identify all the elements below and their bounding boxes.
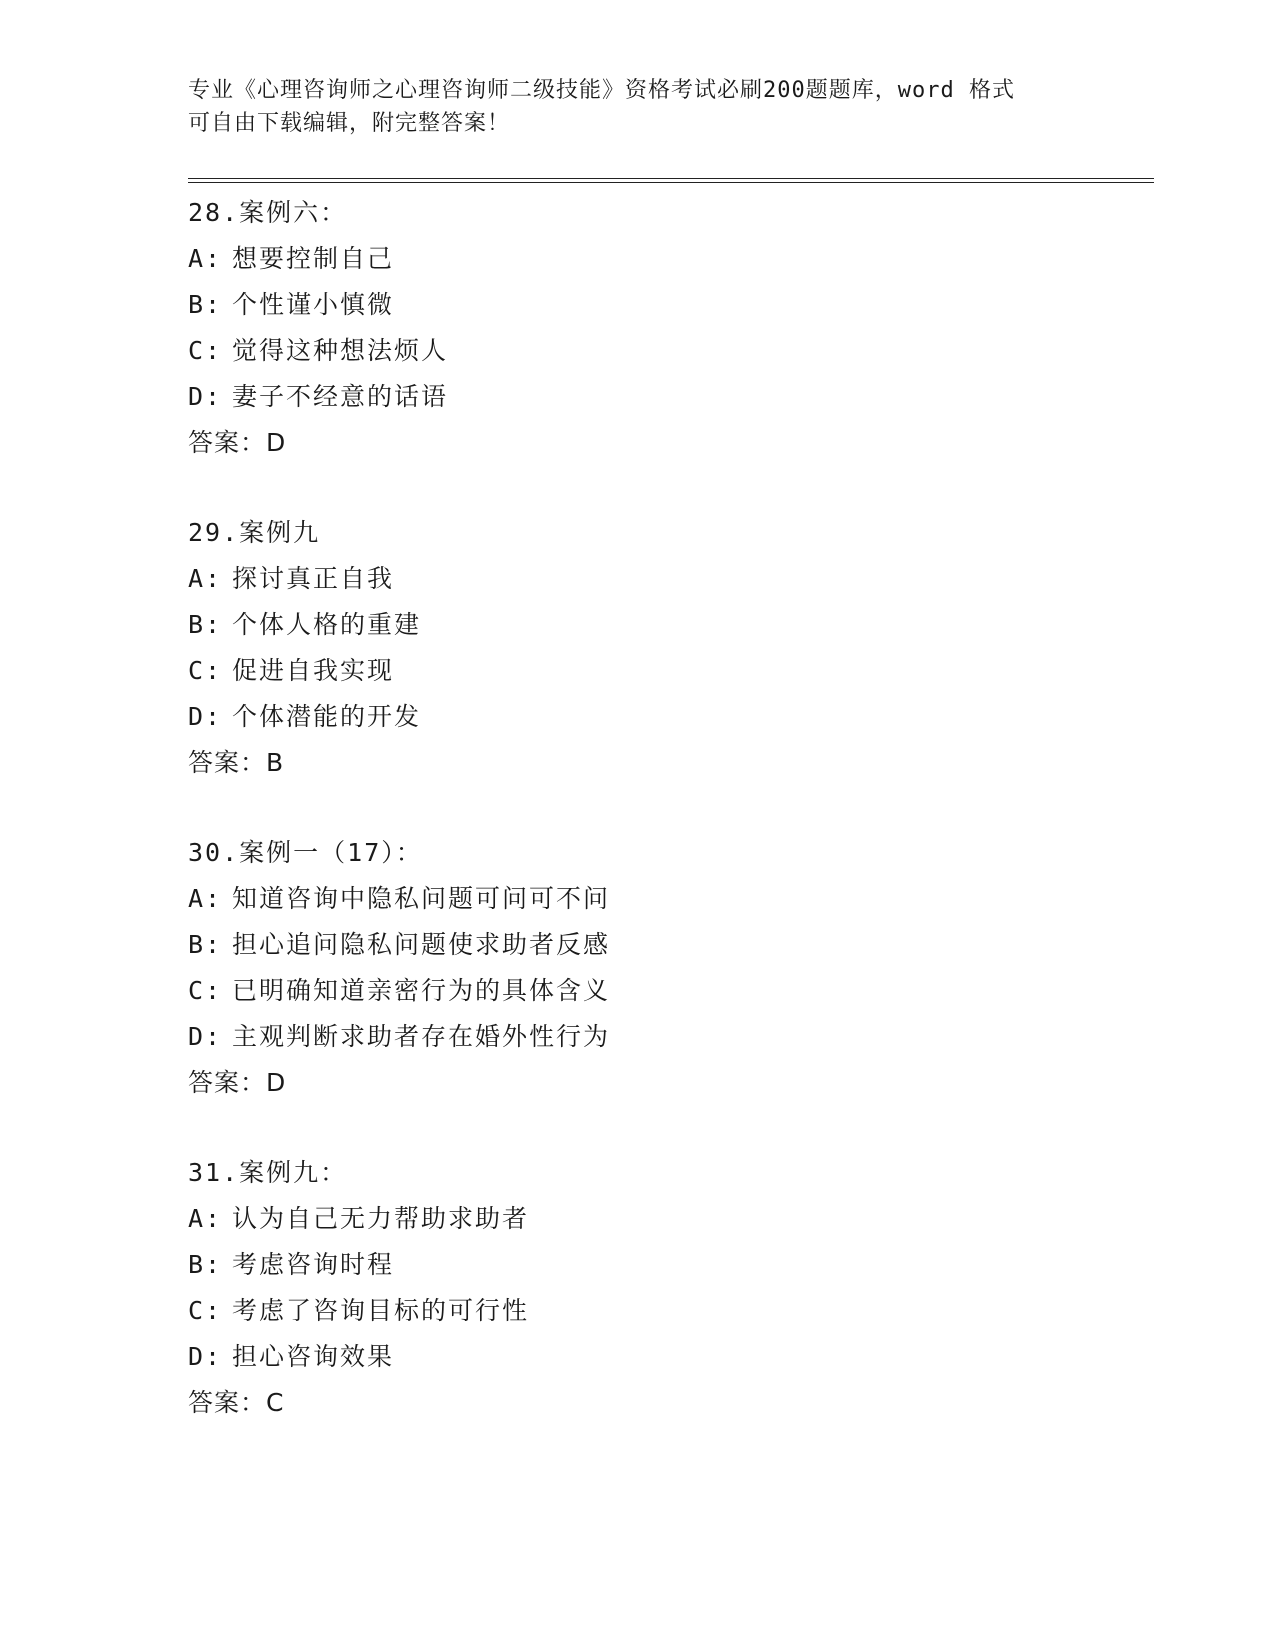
option-letter: D: (188, 702, 223, 731)
option-c (188, 648, 1154, 694)
option-d (188, 1014, 1154, 1060)
question-stem: 31.案例九： (188, 1158, 348, 1187)
option-letter: D: (188, 382, 223, 411)
question-stem: 29.案例九 (188, 518, 321, 547)
question-list (188, 190, 1154, 1470)
header-divider (188, 178, 1154, 183)
option-a (188, 236, 1154, 282)
question-29 (188, 510, 1154, 830)
option-b (188, 1242, 1154, 1288)
question-31 (188, 1150, 1154, 1470)
option-c (188, 968, 1154, 1014)
option-a (188, 556, 1154, 602)
option-letter: C: (188, 336, 223, 365)
option-letter: D: (188, 1342, 223, 1371)
option-letter: C: (188, 1296, 223, 1325)
option-letter: A: (188, 884, 223, 913)
question-stem: 30.案例一（17）： (188, 838, 423, 867)
document-header (188, 74, 1088, 140)
option-text: 考虑咨询时程 (232, 1250, 395, 1279)
option-text: 促进自我实现 (232, 656, 395, 685)
option-letter: B: (188, 930, 223, 959)
option-text: 想要控制自己 (232, 244, 395, 273)
question-30 (188, 830, 1154, 1150)
option-d (188, 374, 1154, 420)
option-c (188, 328, 1154, 374)
option-b (188, 282, 1154, 328)
option-b (188, 602, 1154, 648)
question-28 (188, 190, 1154, 510)
option-b (188, 922, 1154, 968)
answer-label: 答案：C (188, 1388, 285, 1417)
option-letter: D: (188, 1022, 223, 1051)
option-letter: B: (188, 290, 223, 319)
option-letter: C: (188, 656, 223, 685)
header-line-1: 专业《心理咨询师之心理咨询师二级技能》资格考试必刷200题题库，word 格式 (188, 78, 1015, 103)
option-text: 主观判断求助者存在婚外性行为 (232, 1022, 611, 1051)
option-text: 已明确知道亲密行为的具体含义 (232, 976, 611, 1005)
option-letter: C: (188, 976, 223, 1005)
option-text: 个性谨小慎微 (232, 290, 395, 319)
option-letter: B: (188, 610, 223, 639)
option-a (188, 876, 1154, 922)
option-text: 认为自己无力帮助求助者 (232, 1204, 530, 1233)
header-line-2: 可自由下载编辑，附完整答案！ (188, 111, 511, 136)
option-text: 担心咨询效果 (232, 1342, 395, 1371)
option-text: 个体人格的重建 (232, 610, 422, 639)
option-d (188, 1334, 1154, 1380)
option-text: 个体潜能的开发 (232, 702, 422, 731)
option-text: 知道咨询中隐私问题可问可不问 (232, 884, 611, 913)
option-text: 考虑了咨询目标的可行性 (232, 1296, 530, 1325)
option-c (188, 1288, 1154, 1334)
option-letter: B: (188, 1250, 223, 1279)
answer-label: 答案：D (188, 428, 287, 457)
option-letter: A: (188, 564, 223, 593)
option-text: 觉得这种想法烦人 (232, 336, 449, 365)
option-letter: A: (188, 244, 223, 273)
option-letter: A: (188, 1204, 223, 1233)
option-d (188, 694, 1154, 740)
option-text: 担心追问隐私问题使求助者反感 (232, 930, 611, 959)
option-text: 妻子不经意的话语 (232, 382, 449, 411)
option-a (188, 1196, 1154, 1242)
option-text: 探讨真正自我 (232, 564, 395, 593)
question-stem: 28.案例六： (188, 198, 348, 227)
answer-label: 答案：B (188, 748, 285, 777)
answer-label: 答案：D (188, 1068, 287, 1097)
